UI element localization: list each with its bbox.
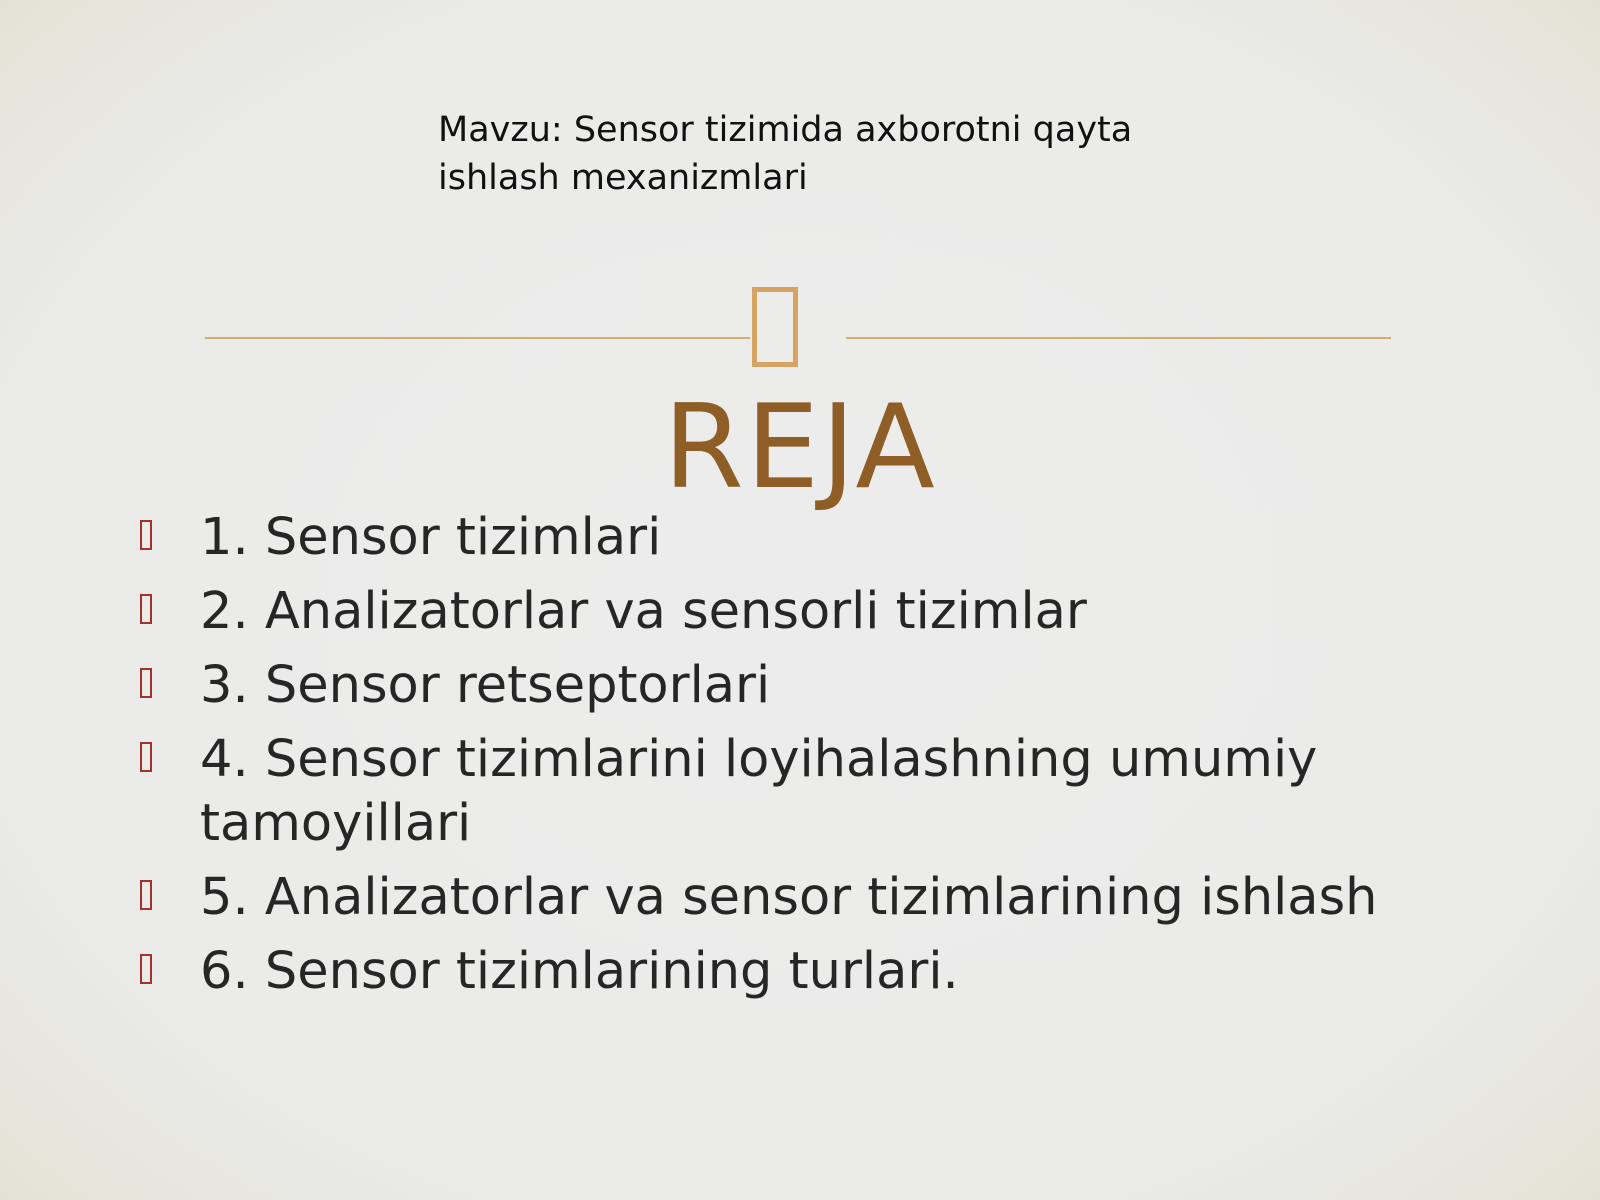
slide-subject [438,106,1198,202]
slide-title: REJA [663,380,937,515]
plan-item [130,506,1490,570]
divider-right [846,337,1391,339]
divider-left [205,337,750,339]
plan-list [130,506,1490,1014]
plan-item-text: 3. Sensor retseptorlari [200,656,771,715]
plan-item [130,940,1490,1004]
plan-item [130,654,1490,718]
plan-item-text: 2. Analizatorlar va sensorli tizimlar [200,582,1087,641]
rectangle-ornament-icon [752,287,798,367]
plan-item-text: 1. Sensor tizimlari [200,508,662,567]
plan-item-text: 4. Sensor tizimlarini loyihalashning umumiy tamoyillari [200,730,1318,853]
plan-item [130,866,1490,930]
square-bullet-icon [140,742,152,772]
square-bullet-icon [140,520,152,550]
plan-item-text: 5. Analizatorlar va sensor tizimlarining ishlash [200,868,1378,927]
square-bullet-icon [140,954,152,984]
subject-line: ishlash mexanizmlari [438,158,808,198]
subject-line: Mavzu: Sensor tizimida axborotni qayta [438,110,1133,150]
square-bullet-icon [140,880,152,910]
plan-item-text: 6. Sensor tizimlarining turlari. [200,942,959,1001]
square-bullet-icon [140,594,152,624]
plan-item [130,580,1490,644]
plan-item [130,728,1490,856]
square-bullet-icon [140,668,152,698]
